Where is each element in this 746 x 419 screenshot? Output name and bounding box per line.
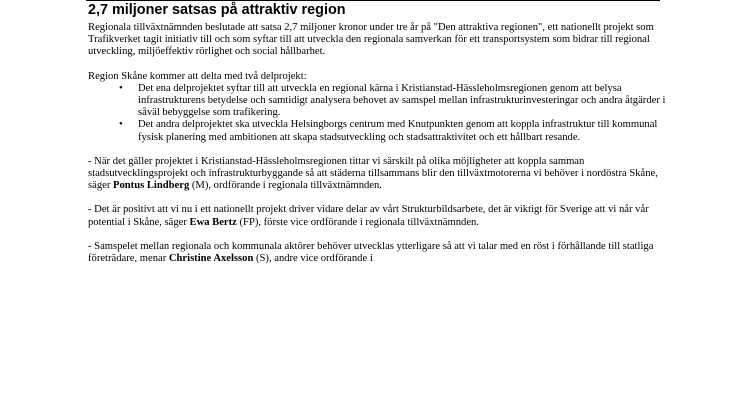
quote-text: - Samspelet mellan regionala och kommunala aktörer behöver utvecklas ytterligare så att vi talar med en röst i förhållande till statliga företrädare, menar [88, 240, 654, 265]
speaker-name: Christine Axelsson [168, 253, 254, 265]
bullet-icon: • [119, 119, 123, 131]
list-item [119, 119, 668, 143]
quote-text: - Det är positivt att vi nu i ett nationellt projekt driver vidare delar av vårt Strukturbildsarbete, det är viktigt för Sverige att vi når vår potential i Skåne, säger [88, 204, 649, 228]
quote-text: - När det gäller projektet i Kristianstad-Hässleholmsregionen tittar vi särskilt på olika möjligheter att koppla samman stadsutvecklingsprojekt och infrastrukturbyggande så att städerna tillsammans blir den tillväxtmotorerna vi behöver i nordöstra Skåne, säger [88, 155, 658, 192]
quote-paragraph-bertz [88, 204, 668, 228]
speaker-name: Ewa Bertz [189, 216, 237, 228]
intro-paragraph: Regionala tillväxtnämnden beslutade att satsa 2,7 miljoner kronor under tre år på "Den attraktiva regionen", ett nationellt projekt som Trafikverket tagit initiativ till och som syftar till att utveckla den regionala samverkan för ett transportsystem som bidrar till regional utveckling, miljöeffektiv rörlighet och social hållbarhet. [88, 22, 654, 58]
subprojects-lead: Region Skåne kommer att delta med två delprojekt: [88, 70, 307, 82]
quote-paragraph-axelsson [88, 241, 668, 265]
article-title: 2,7 miljoner satsas på attraktiv region [88, 2, 346, 18]
speaker-role: (FP), förste vice ordförande i regionala tillväxtnämnden. [236, 216, 479, 228]
list-item-text: Det ena delprojektet syftar till att utveckla en regional kärna i Kristianstad-Hässleholmsregionen genom att belysa infrastrukturens betydelse och samtidigt analysera behovet av samspel mellan infrastrukturinvesteringar och andra åtgärder i såväl bebyggelse som trafikering. [138, 82, 666, 119]
speaker-role: (M), ordförande i regionala tillväxtnämnden. [189, 180, 382, 192]
list-item [119, 82, 668, 120]
subproject-list [88, 83, 668, 144]
speaker-role: (S), andre vice ordförande i [253, 253, 373, 265]
list-item-text: Det andra delprojektet ska utveckla Helsingborgs centrum med Knutpunkten genom att koppla infrastruktur till kommunal fysisk planering med ambitionen att skapa stadsutveckling och stadsattraktivitet och ett hållbart resande. [138, 119, 658, 143]
speaker-name: Pontus Lindberg [113, 180, 190, 192]
bullet-icon: • [119, 82, 123, 94]
quote-paragraph-lindberg [88, 156, 668, 193]
article [88, 1, 668, 277]
